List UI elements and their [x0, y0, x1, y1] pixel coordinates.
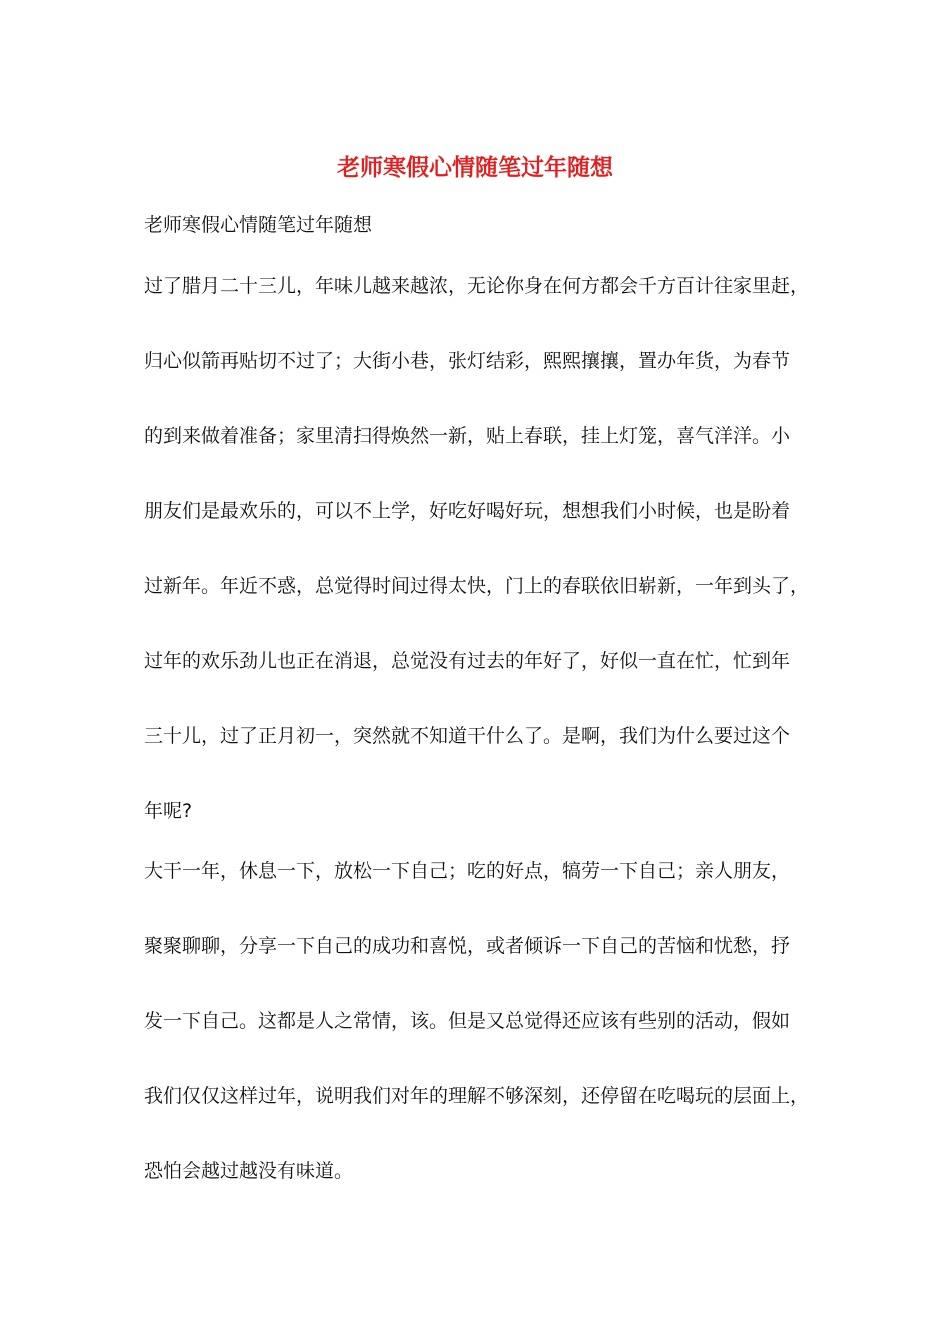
paragraph-line: 我们仅仅这样过年，说明我们对年的理解不够深刻，还停留在吃喝玩的层面上，: [144, 1085, 810, 1107]
page-title: 老师寒假心情随笔过年随想: [337, 154, 613, 181]
paragraph-line: 年呢?: [144, 800, 193, 822]
paragraph-line: 大干一年，休息一下，放松一下自己；吃的好点，犒劳一下自己；亲人朋友，: [144, 860, 791, 882]
paragraph-line: 的到来做着准备；家里清扫得焕然一新，贴上春联，挂上灯笼，喜气洋洋。小: [144, 425, 791, 447]
paragraph-line: 过了腊月二十三儿，年味儿越来越浓，无论你身在何方都会千方百计往家里赶，: [144, 275, 810, 297]
paragraph-line: 恐怕会越过越没有味道。: [144, 1160, 354, 1182]
paragraph-line: 朋友们是最欢乐的，可以不上学，好吃好喝好玩，想想我们小时候，也是盼着: [144, 500, 791, 522]
subtitle: 老师寒假心情随笔过年随想: [144, 214, 373, 236]
paragraph-line: 过新年。年近不惑，总觉得时间过得太快，门上的春联依旧崭新，一年到头了，: [144, 575, 810, 597]
paragraph-line: 归心似箭再贴切不过了；大街小巷，张灯结彩，熙熙攘攘，置办年货，为春节: [144, 350, 791, 372]
paragraph-line: 三十儿，过了正月初一，突然就不知道干什么了。是啊，我们为什么要过这个: [144, 725, 791, 747]
paragraph-line: 发一下自己。这都是人之常情，该。但是又总觉得还应该有些别的活动，假如: [144, 1010, 791, 1032]
paragraph-line: 过年的欢乐劲儿也正在消退，总觉没有过去的年好了，好似一直在忙，忙到年: [144, 650, 791, 672]
paragraph-line: 聚聚聊聊，分享一下自己的成功和喜悦，或者倾诉一下自己的苦恼和忧愁，抒: [144, 935, 791, 957]
